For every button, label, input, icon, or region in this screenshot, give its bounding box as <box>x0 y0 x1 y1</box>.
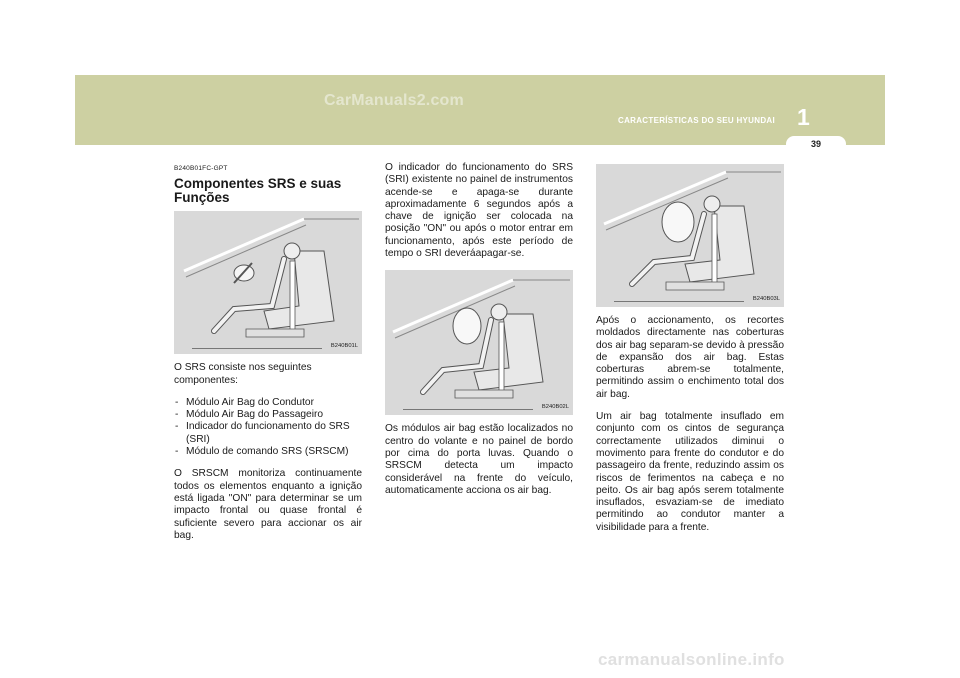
bottom-watermark[interactable]: carmanualsonline.info <box>598 650 785 669</box>
code-ref: B240B01FC-GPT <box>174 165 228 172</box>
page-number: 39 <box>786 136 846 152</box>
chapter-number: 1 <box>797 104 810 130</box>
site-watermark[interactable]: CarManuals2.com <box>324 92 464 109</box>
column-3 <box>596 164 784 544</box>
figure-code: B240B01L <box>330 343 358 349</box>
list-item: - Indicador do funcionamento do SRS (SRI) <box>174 421 362 446</box>
figure-driver-airbag <box>174 211 362 354</box>
section-title: CARACTERÍSTICAS DO SEU HYUNDAI <box>618 116 776 125</box>
passenger-airbag-illustration <box>596 164 784 307</box>
intro-paragraph: O SRS consiste nos seguintes componentes: <box>174 362 312 386</box>
covers-paragraph: Após o accionamento, os recortes moldados directamente nas coberturas dos air bag separam-se devido à pressão de expansão dos air bag. Estas coberturas abrem-se totalmente, permitindo assim o enchimento total dos air bag. <box>596 315 784 400</box>
inflation-paragraph: Um air bag totalmente insuflado em conjunto com os cintos de segurança correctamente utilizados diminui o movimento para frente do condutor e do passageiro da frente, reduzindo assim os riscos de ferimentos na cabeça e no peito. Os air bag após serem totalmente insuflados, esvaziam-se de imediato permitindo ao condutor manter a visibilidade para a frente. <box>596 411 784 533</box>
section-heading: Componentes SRS e suas Funções <box>174 176 342 206</box>
components-list <box>174 397 362 458</box>
figure-code: B240B02L <box>541 404 569 411</box>
srscm-paragraph: O SRSCM monitoriza continuamente todos os elementos enquanto a ignição está ligada "ON" para determinar se um impacto frontal ou quase frontal é suficiente severo para accionar os air bag. <box>174 468 362 541</box>
figure-airbag-deploy <box>385 270 573 415</box>
column-2 <box>385 162 573 507</box>
driver-airbag-illustration <box>174 211 362 354</box>
list-item: - Módulo de comando SRS (SRSCM) <box>174 446 362 458</box>
list-item: - Módulo Air Bag do Condutor <box>174 397 362 409</box>
list-item: - Módulo Air Bag do Passageiro <box>174 409 362 421</box>
column-1 <box>174 163 362 552</box>
header-band <box>75 75 885 145</box>
airbag-deploy-illustration <box>385 270 573 415</box>
sri-paragraph: O indicador do funcionamento do SRS (SRI) existente no painel de instrumentos acende-se e apaga-se durante aproximadamente 6 segundos após a chave de ignição ser colocada na posição "ON" ou após o motor entrar em funcionamento, após este período de tempo o SRI deveráapagar-se. <box>385 162 573 260</box>
figure-passenger-airbag <box>596 164 784 307</box>
figure-rule <box>192 348 322 349</box>
modules-paragraph: Os módulos air bag estão localizados no centro do volante e no painel de bordo por cima do porta luvas. Quando o SRSCM detecta um impacto considerável na frente do veículo, automaticamente acciona os air bag. <box>385 423 573 496</box>
figure-code: B240B03L <box>752 295 780 302</box>
figure-rule <box>614 301 744 302</box>
figure-rule <box>403 409 533 410</box>
